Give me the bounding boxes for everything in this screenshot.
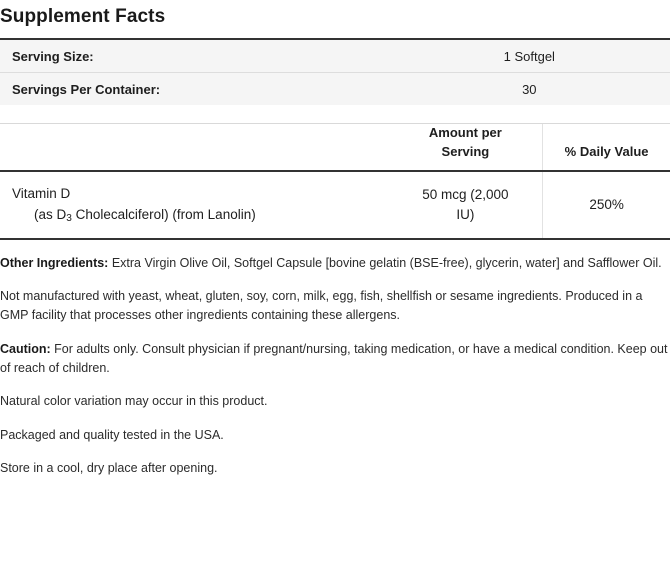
nutrient-amount-line2: IU)	[456, 206, 475, 222]
caution-note	[0, 340, 670, 379]
storage-note: Store in a cool, dry place after opening.	[0, 461, 218, 476]
table-row	[0, 73, 670, 105]
header-blank-cell	[0, 124, 389, 170]
nutrient-name-cell	[0, 172, 389, 238]
packaged-note: Packaged and quality tested in the USA.	[0, 427, 224, 442]
allergen-note: Not manufactured with yeast, wheat, gluten, soy, corn, milk, egg, fish, shellfish or sesame ingredients. Produced in a GMP facility that processes other ingredients containing these allergens.	[0, 288, 643, 323]
color-variation-note: Natural color variation may occur in this product.	[0, 394, 268, 409]
header-amount-per-serving	[389, 124, 543, 170]
table-row	[0, 124, 670, 170]
table-row	[0, 172, 670, 238]
caution-text: For adults only. Consult physician if pregnant/nursing, taking medication, or have a medical condition. Keep out of reach of children.	[0, 341, 668, 376]
nutrient-daily-value: 250%	[589, 197, 624, 213]
page-title: Supplement Facts	[0, 6, 166, 27]
nutrient-source-subscript: 3	[66, 212, 72, 224]
serving-size-value: 1 Softgel	[389, 40, 670, 72]
header-amount-line1: Amount per	[428, 125, 502, 140]
nutrient-name: Vitamin D	[12, 185, 71, 201]
caution-label: Caution:	[0, 341, 51, 356]
other-ingredients-label: Other Ingredients:	[0, 255, 109, 270]
other-ingredients-note	[0, 254, 670, 273]
servings-per-container-value: 30	[389, 73, 670, 105]
nutrient-source-post: Cholecalciferol) (from Lanolin)	[71, 206, 256, 222]
nutrient-amount-line1: 50 mcg (2,000	[422, 187, 509, 203]
serving-info-table	[0, 40, 670, 105]
notes-section	[0, 240, 670, 479]
spacer	[0, 105, 670, 123]
header-amount-line2: Serving	[441, 143, 490, 159]
nutrient-header-row	[0, 124, 670, 170]
nutrient-table	[0, 172, 670, 238]
nutrient-source-pre: (as D	[34, 206, 67, 222]
serving-size-label: Serving Size:	[0, 40, 389, 72]
nutrient-source	[12, 205, 389, 226]
table-row	[0, 40, 670, 72]
servings-per-container-label: Servings Per Container:	[0, 73, 389, 105]
header-daily-value: % Daily Value	[543, 124, 670, 170]
other-ingredients-text: Extra Virgin Olive Oil, Softgel Capsule [bovine gelatin (BSE-free), glycerin, water] and Safflower Oil.	[108, 255, 662, 270]
nutrient-amount-cell	[389, 172, 543, 238]
